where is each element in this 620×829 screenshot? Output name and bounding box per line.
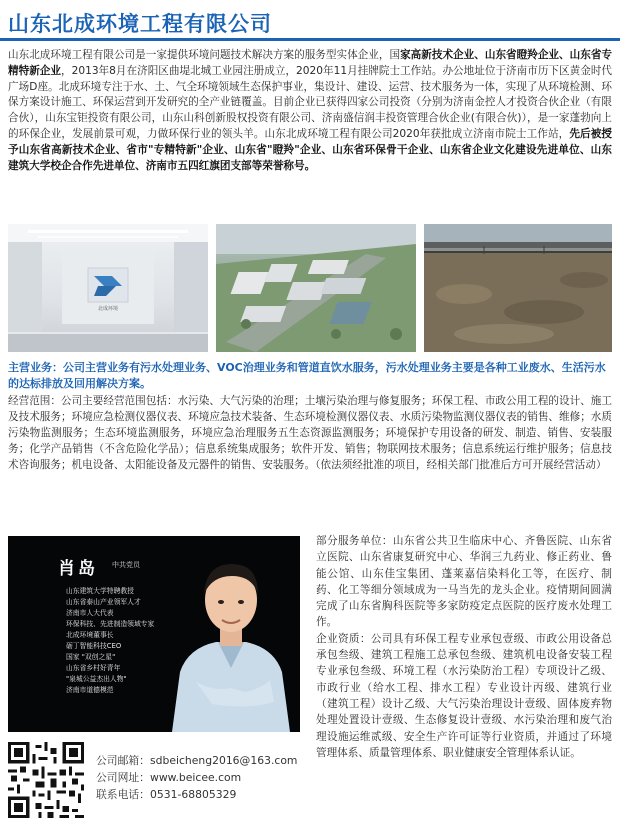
chairman-title-item: 山东省乡村好青年 (66, 664, 121, 672)
chairman-titles (66, 586, 154, 696)
contact-phone[interactable]: 联系电话：0531-68805329 (96, 788, 237, 801)
chairman-title-item: 国家 "双创之星" (66, 653, 116, 661)
factory-aerial-photo (216, 224, 416, 352)
qr-code (8, 742, 84, 818)
chairman-title-item: 环保科技、先进制造领域专家 (66, 620, 155, 628)
qualifications: 企业资质：公司具有环保工程专业承包壹级、市政公用设备总承包叁级、建筑工程施工总承包叁级、建筑机电设备安装工程专业承包叁级、环境工程（水污染防治工程）专项设计乙级、市政行业（给水工程、排水工程）专业设计丙级、建筑行业（建筑工程）设计乙级、大气污染治理设计壹级、固体废弃物处理处置设计壹级、生态修复设计壹级、水污染治理和废气治理设施运维贰级、安全生产许可证等行业资质，并通过了环境管理体系、质量管理体系、职业健康安全管理体系认证。 (316, 632, 612, 759)
chairman-title-item: 北成环境董事长 (66, 631, 114, 639)
chairman-title-item: 济南市道德模范 (66, 686, 114, 694)
chairman-title-item: 山东建筑大学特聘教授 (66, 587, 134, 595)
chairman-portrait (8, 536, 300, 732)
contact-website[interactable]: 公司网址：www.beicee.com (96, 771, 242, 784)
contact-info (96, 752, 297, 803)
business-scope: 经营范围：公司主要经营范围包括：水污染、大气污染的治理；土壤污染治理与修复服务；环保工程、市政公用工程的设计、施工及技术服务；环境应急检测仪器仪表、环境应急技术装备、生态环境检测仪器仪表、水质污染物监测仪器仪表的销售、维修；水质污染物监测服务；生态环境监测服务，环境应急治理服务五生态资源监测服务；环境保护专用设备的研发、制造、销售、安装服务；化学产品销售（不含危险化学品）；信息系统集成服务；软件开发、销售；物联网技术服务；信息系统运行维护服务；信息技术咨询服务；机电设备、太阳能设备及元器件的销售、安装服务。（依法须经批准的项目，经相关部门批准后方可开展经营活动） (8, 395, 612, 471)
chairman-title-item: 砺丁智能科技CEO (66, 642, 122, 650)
chairman-name: 肖岛 (58, 559, 98, 579)
treatment-tank-photo (424, 224, 612, 352)
company-intro (8, 48, 612, 174)
intro-text-2: ，2013年8月在济阳区曲堤北城工业园注册成立，2020年11月挂牌院士工作站。办公地址位于济南市历下区黄金时代广场D座。北成环境专注于水、土、气全环境领域生态保护事业，集设计、建设、运营、技术服务为一体，实现了从环境检测、环保方案设计施工、环保运营到开发研究的全产业链覆盖。目前企业已获得四家公司投资（分别为济南金控人才投资合伙企业（有限合伙），山东宝钜投资有限公司，山东山科创新股权投资有限公司、济南盛信润丰投资管理合伙企业(有限合伙)），是一家蓬勃向上的环保企业，发展前景可观，力做环保行业的领头羊。山东北成环境工程有限公司2020年获批成立济南市院士工作站， (8, 64, 613, 140)
right-column (316, 533, 612, 761)
service-clients: 部分服务单位：山东省公共卫生临床中心、齐鲁医院、山东省立医院、山东省康复研究中心、华润三九药业、修正药业、鲁能公馆、山东佳宝集团、蓬莱嘉信染料化工等，在医疗、制药、化工等细分领域成为一马当先的龙头企业。疫情期间圆满完成了山东省胸科医院等多家防疫定点医院的医疗废水处理工作。 (316, 535, 612, 629)
chairman-title-item: 山东省泰山产业领军人才 (66, 598, 141, 606)
main-business: 主营业务：公司主营业务有污水处理业务、VOC治理业务和管道直饮水服务，污水处理业务主要是各种工业废水、生活污水的达标排放及回用解决方案。 (8, 361, 606, 390)
chairman-figure (166, 542, 296, 732)
contact-email[interactable]: 公司邮箱：sdbeicheng2016@163.com (96, 754, 298, 767)
chairman-title-item: 济南市人大代表 (66, 609, 114, 617)
chairman-party: 中共党员 (112, 561, 140, 569)
intro-text-1: 山东北成环境工程有限公司是一家提供环境问题技术解决方案的服务型实体企业，国 (8, 49, 401, 61)
office-lobby-photo (8, 224, 208, 352)
title-divider (0, 38, 620, 41)
company-title: 山东北成环境工程有限公司 (8, 12, 272, 36)
intro-bold-2: 先后被授予山东省高新技术企业、省市"专精特新"企业、山东省"瞪羚"企业、山东省环保骨干企业、山东省企业文化建设先进单位、山东建筑大学校企合作先进单位、济南市五四红旗团支部等荣誉称号。 (8, 127, 612, 172)
lobby-logo-text: 北成环境 (97, 306, 119, 312)
chairman-title-item: "泉城公益杰出人物" (66, 675, 127, 683)
intro-bold-1: 家高新技术企业、山东省瞪羚企业、山东省专精特新企业 (8, 49, 613, 77)
photo-strip (8, 224, 612, 352)
